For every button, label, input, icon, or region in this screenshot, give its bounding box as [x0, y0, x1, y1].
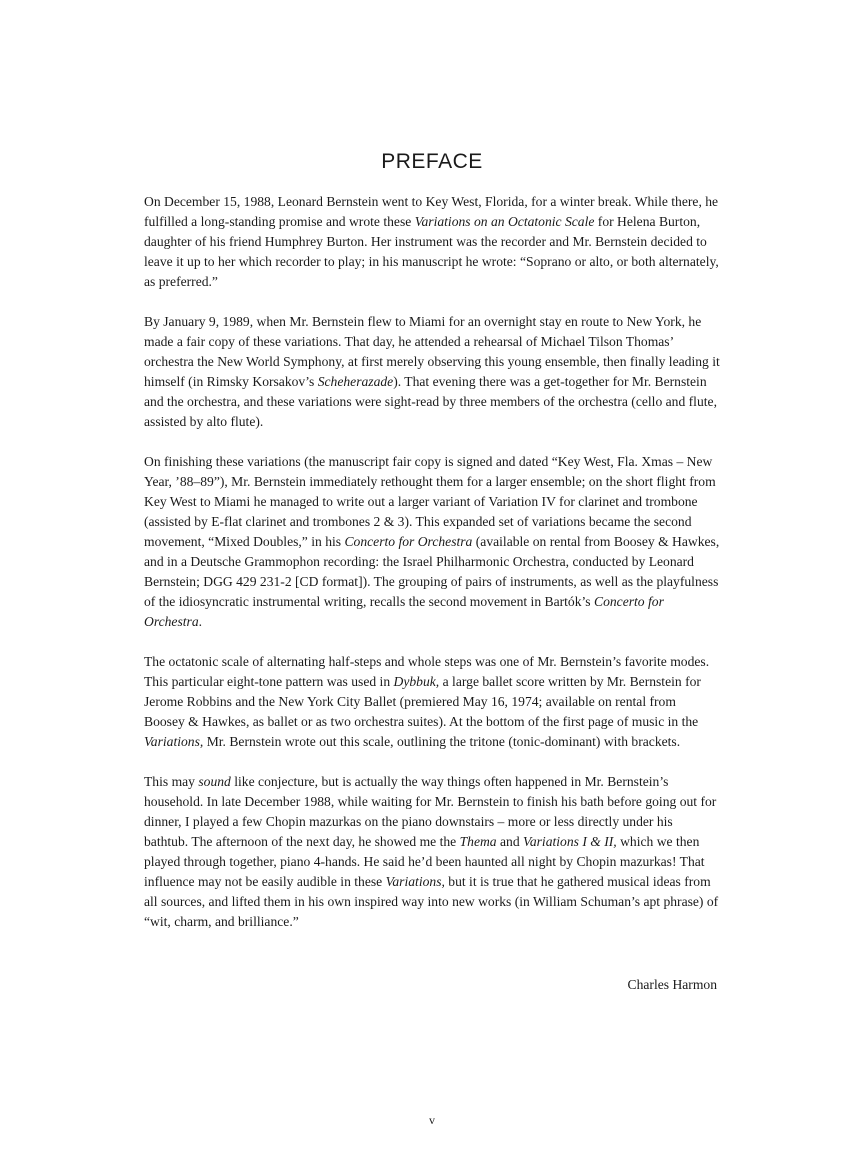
text-run: like conjecture, but is actually the way things often happened in Mr. Bernstein’s household. In late December 1988, while waiting for Mr. Bernstein to finish his bath before going out for dinner, I played a few Chopin mazurkas on the piano downstairs – more or less directly under his bathtub. The afternoon of the next day, he showed me the: [144, 774, 717, 849]
italic-text-run: Thema: [459, 834, 497, 849]
author-signature: Charles Harmon: [627, 977, 717, 992]
italic-text-run: Scheherazade: [317, 374, 394, 389]
text-run: Mr. Bernstein wrote out this scale, outlining the tritone (tonic-dominant) with brackets.: [203, 734, 681, 749]
paragraph-5: [144, 772, 720, 932]
paragraph-1: [144, 192, 720, 292]
text-run: On December 15, 1988, Leonard Bernstein went to Key West, Florida, for a winter break. While there, he fulfilled a long-standing promise and wrote these: [144, 194, 719, 229]
italic-text-run: Concerto for Orchestra: [144, 594, 664, 629]
italic-text-run: sound: [198, 774, 231, 789]
text-run: for Helena Burton, daughter of his friend Humphrey Burton. Her instrument was the recorder and Mr. Bernstein decided to leave it up to her which recorder to play; in his manuscript he wrote: “Soprano or alto, or both alternately, as preferred.”: [144, 214, 719, 289]
page-title: PREFACE: [381, 150, 483, 173]
italic-text-run: Dybbuk,: [393, 674, 440, 689]
italic-text-run: Variations I & II,: [523, 834, 617, 849]
text-run: On finishing these variations (the manuscript fair copy is signed and dated “Key West, Fla. Xmas – New Year, ’88–89”), Mr. Bernstein immediately rethought them for a larger ensemble; on the short flight from Key West to Miami he managed to write out a larger variant of Variation IV for clarinet and trombone (assisted by E-flat clarinet and trombones 2 & 3). This expanded set of variations became the second movement, “Mixed Doubles,” in his: [144, 454, 716, 549]
text-run: This may: [144, 774, 199, 789]
text-run: which we then played through together, piano 4-hands. He said he’d been haunted all night by Chopin mazurkas! That influence may not be easily audible in these: [144, 834, 705, 889]
text-run: (available on rental from Boosey & Hawkes, and in a Deutsche Grammophon recording: the Israel Philharmonic Orchestra, conducted by Leonard Bernstein; DGG 429 231-2 [CD format]). The grouping of pairs of instruments, as well as the playfulness of the idiosyncratic instrumental writing, recalls the second movement in Bartók’s: [144, 534, 720, 609]
italic-text-run: Variations,: [385, 874, 445, 889]
text-run: ). That evening there was a get-together for Mr. Bernstein and the orchestra, and these variations were sight-read by three members of the orchestra (cello and flute, assisted by alto flute).: [144, 374, 717, 429]
paragraph-3: [144, 452, 720, 632]
italic-text-run: Concerto for Orchestra: [344, 534, 473, 549]
text-run: By January 9, 1989, when Mr. Bernstein flew to Miami for an overnight stay en route to New York, he made a fair copy of these variations. That day, he attended a rehearsal of Michael Tilson Thomas’ orchestra the New World Symphony, at first merely observing this young ensemble, then finally leading it himself (in Rimsky Korsakov’s: [144, 314, 720, 389]
italic-text-run: Variations on an Octatonic Scale: [414, 214, 595, 229]
text-run: .: [198, 614, 203, 629]
paragraph-2: [144, 312, 720, 432]
text-run: but it is true that he gathered musical ideas from all sources, and lifted them in his own inspired way into new works (in William Schuman’s apt phrase) of “wit, charm, and brilliance.”: [144, 874, 719, 929]
preface-body: [144, 192, 720, 952]
page-number: v: [429, 1113, 435, 1127]
text-run: a large ballet score written by Mr. Bernstein for Jerome Robbins and the New York City Ballet (premiered May 16, 1974; available on rental from Boosey & Hawkes, as ballet or as two orchestra suites). At the bottom of the first page of music in the: [144, 674, 701, 729]
paragraph-4: [144, 652, 720, 752]
text-run: and: [496, 834, 524, 849]
italic-text-run: Variations,: [144, 734, 204, 749]
text-run: The octatonic scale of alternating half-steps and whole steps was one of Mr. Bernstein’s favorite modes. This particular eight-tone pattern was used in: [144, 654, 710, 689]
